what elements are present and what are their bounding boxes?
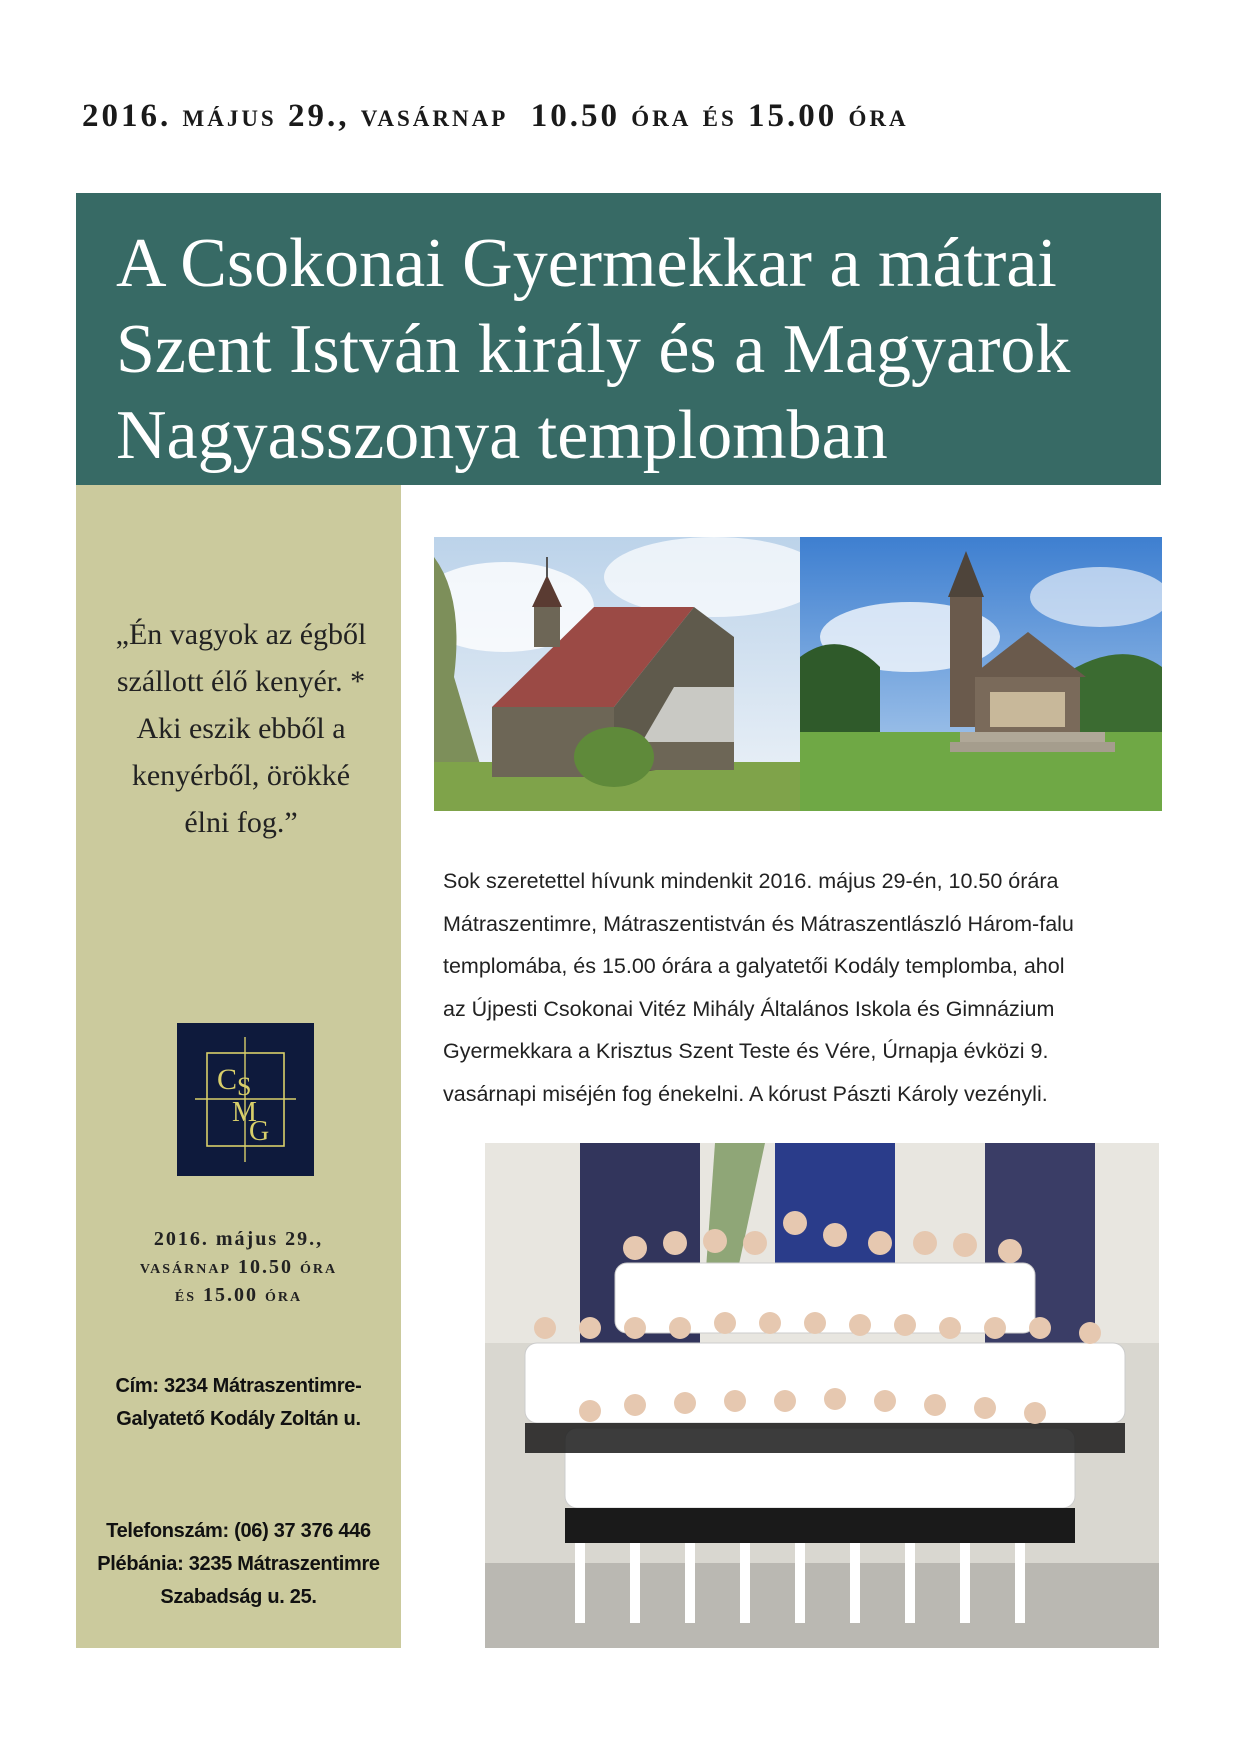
quote-line-5: élni fog.”	[184, 806, 298, 839]
sidebar-date-line-1: 2016. május 29.,	[153, 1228, 324, 1250]
invitation-text	[443, 860, 1163, 1115]
event-date-heading	[82, 98, 1182, 135]
contact-info	[76, 1515, 401, 1614]
address-line-2: Galyatető Kodály Zoltán u.	[116, 1408, 361, 1430]
body-line-1: Sok szeretettel hívunk mindenkit 2016. május 29-én, 10.50 órára	[443, 869, 1059, 893]
quote-line-4: kenyérből, örökké	[131, 759, 351, 792]
body-line-6: vasárnapi miséjén fog énekelni. A kórust Pászti Károly vezényli.	[443, 1081, 1048, 1106]
event-address	[76, 1370, 401, 1436]
school-logo	[177, 1023, 314, 1176]
church-photo-galyateto	[800, 537, 1162, 811]
quote-line-2: szállott élő kenyér. *	[116, 665, 366, 698]
time-second: 15.00	[748, 98, 838, 134]
page-title	[116, 221, 1146, 479]
title-line-2: Szent István király és a Magyarok	[116, 311, 1071, 388]
body-line-3: templomába, és 15.00 órára a galyatetői Kodály templomba, ahol	[443, 954, 1065, 978]
address-line-1: Cím: 3234 Mátraszentimre-	[115, 1375, 362, 1397]
sidebar-date-line-2: vasárnap 10.50 óra	[139, 1256, 338, 1278]
choir-group-photo	[485, 1143, 1159, 1648]
svg-text:C: C	[217, 1063, 238, 1096]
quote-line-3: Aki eszik ebből a	[136, 712, 346, 745]
bible-quote	[96, 611, 386, 846]
parish-line-2: Szabadság u. 25.	[160, 1586, 317, 1608]
title-line-1: A Csokonai Gyermekkar a mátrai	[116, 225, 1057, 302]
title-line-3: Nagyasszonya templomban	[116, 397, 888, 474]
csmg-logo-mark	[177, 1023, 314, 1176]
time-unit: óra	[848, 98, 909, 134]
svg-text:M: M	[232, 1097, 257, 1128]
time-first: 10.50	[530, 98, 621, 134]
body-line-4: az Újpesti Csokonai Vitéz Mihály Általános Iskola és Gimnázium	[443, 996, 1055, 1021]
parish-line-1: Plébánia: 3235 Mátraszentimre	[97, 1553, 380, 1575]
sidebar-date	[76, 1225, 401, 1309]
sidebar-date-line-3: és 15.00 óra	[174, 1284, 303, 1306]
body-line-5: Gyermekkara a Krisztus Szent Teste és Vére, Úrnapja évközi 9.	[443, 1039, 1049, 1063]
title-banner	[76, 193, 1161, 485]
church-photo-matraszentimre	[434, 537, 800, 811]
quote-line-1: „Én vagyok az égből	[115, 618, 367, 651]
info-sidebar	[76, 485, 401, 1648]
church-illustration	[434, 537, 800, 811]
choir-illustration	[485, 1143, 1159, 1648]
date-year: 2016.	[82, 98, 172, 134]
date-day: május 29., vasárnap	[182, 98, 509, 134]
time-conj: óra és	[631, 98, 737, 134]
body-line-2: Mátraszentimre, Mátraszentistván és Mátraszentlászló Három-falu	[443, 911, 1074, 936]
phone-number: Telefonszám: (06) 37 376 446	[106, 1520, 371, 1542]
svg-text:G: G	[249, 1116, 270, 1147]
svg-text:S: S	[237, 1072, 252, 1101]
kodaly-church-illustration	[800, 537, 1162, 811]
